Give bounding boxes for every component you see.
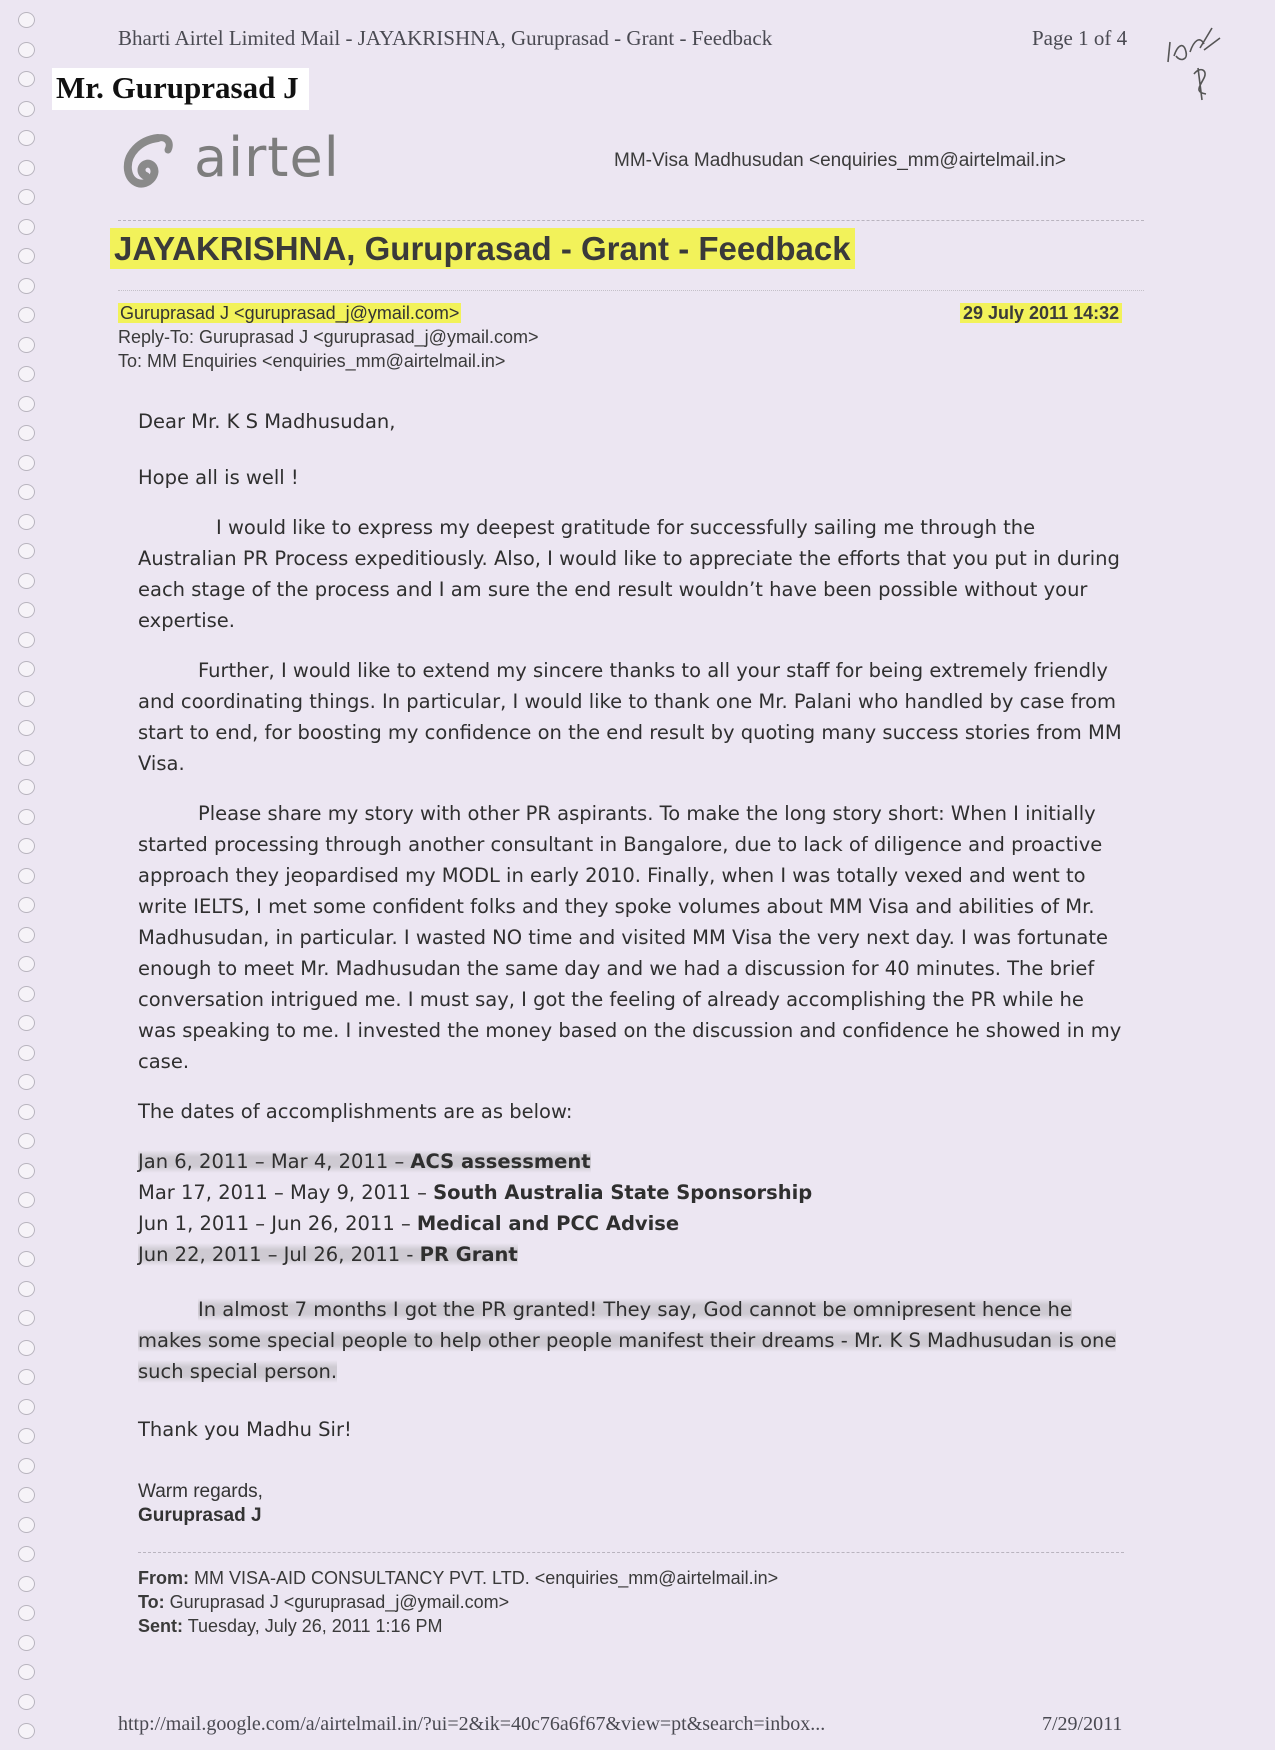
binder-hole	[18, 189, 35, 205]
binder-hole	[18, 573, 35, 589]
paragraph-3: Please share my story with other PR aspirants. To make the long story short: When I initially started processing through another consultant in Bangalore, due to lack of diligence and proactive approach they jeopardised my MODL in early 2010. Finally, when I was totally vexed and went to write IELTS, I met some confident folks and they spoke volumes about MM Visa and abilities of Mr. Madhusudan, in particular. I wasted NO time and visited MM Visa the very next day. I was fortunate enough to meet Mr. Madhusudan the same day and we had a discussion for 40 minutes. The brief conversation intrigued me. I must say, I got the feeling of already accomplishing the PR while he was speaking to me. I invested the money based on the discussion and confidence he showed in my case.	[138, 802, 1122, 1073]
subject-divider	[118, 290, 1144, 291]
binder-hole	[18, 1635, 35, 1651]
binder-hole	[18, 1163, 35, 1179]
quoted-sent	[138, 1615, 443, 1638]
binder-hole	[18, 1251, 35, 1267]
binder-hole	[18, 1310, 35, 1326]
header-divider	[118, 220, 1144, 221]
binder-hole	[18, 1517, 35, 1533]
milestone-range: Jun 22, 2011 – Jul 26, 2011 -	[138, 1243, 420, 1266]
binder-hole	[18, 337, 35, 353]
binder-hole	[18, 543, 35, 559]
email-reply-to: Reply-To: Guruprasad J <guruprasad_j@ymail.com>	[118, 327, 539, 347]
milestone-range: Mar 17, 2011 – May 9, 2011 –	[138, 1181, 434, 1204]
airtel-swirl-icon	[118, 130, 182, 194]
email-from	[118, 302, 461, 325]
binder-holes	[18, 0, 38, 1750]
binder-hole	[18, 720, 35, 736]
binder-hole	[18, 1133, 35, 1149]
binder-hole	[18, 986, 35, 1002]
binder-hole	[18, 1281, 35, 1297]
binder-hole	[18, 1605, 35, 1621]
binder-hole	[18, 1104, 35, 1120]
footer-date: 7/29/2011	[1042, 1713, 1123, 1735]
binder-hole	[18, 838, 35, 854]
binder-hole	[18, 1192, 35, 1208]
quoted-sent-label: Sent:	[138, 1616, 183, 1636]
binder-hole	[18, 1576, 35, 1592]
page-number: Page 1 of 4	[1032, 26, 1128, 50]
milestone-item	[138, 1208, 1128, 1239]
binder-hole	[18, 1664, 35, 1680]
binder-hole	[18, 248, 35, 264]
name-label: Mr. Guruprasad J	[52, 68, 309, 110]
paragraph-1: I would like to express my deepest gratitude for successfully sailing me through the Australian PR Process expeditiously. Also, I would like to appreciate the efforts that you put in during each stage of the process and I am sure the end result wouldn’t have been possible without your expertise.	[138, 516, 1120, 632]
binder-hole	[18, 12, 35, 28]
milestone-range: Jan 6, 2011 – Mar 4, 2011 –	[138, 1150, 411, 1173]
email-subject	[110, 230, 855, 268]
binder-hole	[18, 1369, 35, 1385]
binder-hole	[18, 1045, 35, 1061]
binder-hole	[18, 897, 35, 913]
handwritten-note	[1160, 22, 1230, 102]
binder-hole	[18, 809, 35, 825]
binder-hole	[18, 130, 35, 146]
milestone-item	[138, 1146, 1128, 1177]
binder-hole	[18, 661, 35, 677]
milestone-list	[138, 1146, 1128, 1270]
binder-hole	[18, 691, 35, 707]
binder-hole	[18, 632, 35, 648]
binder-hole	[18, 71, 35, 87]
binder-hole	[18, 278, 35, 294]
airtel-logo	[118, 128, 358, 198]
quoted-from-value: MM VISA-AID CONSULTANCY PVT. LTD. <enquiries_mm@airtelmail.in>	[194, 1568, 779, 1588]
handwritten-note-scribble	[1160, 22, 1230, 102]
milestone-title: ACS assessment	[410, 1150, 591, 1173]
binder-hole	[18, 307, 35, 323]
email-from-text: Guruprasad J <guruprasad_j@ymail.com>	[120, 303, 460, 323]
salutation: Dear Mr. K S Madhusudan,	[138, 410, 396, 433]
binder-hole	[18, 602, 35, 618]
binder-hole	[18, 219, 35, 235]
binder-hole	[18, 1487, 35, 1503]
paragraph-4	[138, 1294, 1128, 1387]
binder-hole	[18, 1222, 35, 1238]
quoted-to	[138, 1591, 509, 1614]
closing: Warm regards,	[138, 1481, 263, 1502]
binder-hole	[18, 927, 35, 943]
email-date	[960, 302, 1122, 325]
binder-hole	[18, 425, 35, 441]
footer-url: http://mail.google.com/a/airtelmail.in/?ui=2&ik=40c76a6f67&view=pt&search=inbox...	[118, 1713, 826, 1735]
quote-divider	[138, 1552, 1124, 1553]
binder-hole	[18, 1015, 35, 1031]
email-to: To: MM Enquiries <enquiries_mm@airtelmail.in>	[118, 351, 506, 371]
binder-hole	[18, 42, 35, 58]
quoted-to-value: Guruprasad J <guruprasad_j@ymail.com>	[169, 1592, 510, 1612]
email-date-text: 29 July 2011 14:32	[960, 303, 1122, 323]
thanks-line: Thank you Madhu Sir!	[138, 1418, 352, 1441]
binder-hole	[18, 750, 35, 766]
print-header-title: Bharti Airtel Limited Mail - JAYAKRISHNA, Guruprasad - Grant - Feedback	[118, 26, 773, 50]
binder-hole	[18, 366, 35, 382]
binder-hole	[18, 160, 35, 176]
milestone-item	[138, 1239, 1128, 1270]
quoted-to-label: To:	[138, 1592, 165, 1612]
quoted-from	[138, 1567, 778, 1590]
binder-hole	[18, 1546, 35, 1562]
account-address: MM-Visa Madhusudan <enquiries_mm@airtelmail.in>	[614, 150, 1066, 171]
binder-hole	[18, 455, 35, 471]
binder-hole	[18, 779, 35, 795]
binder-hole	[18, 1074, 35, 1090]
sign-off	[138, 1480, 263, 1528]
milestone-title: Medical and PCC Advise	[416, 1212, 680, 1235]
binder-hole	[18, 956, 35, 972]
binder-hole	[18, 1723, 35, 1739]
milestone-item	[138, 1177, 1128, 1208]
binder-hole	[18, 1340, 35, 1356]
paragraph-4-text: In almost 7 months I got the PR granted! They say, God cannot be omnipresent hence he makes some special people to help other people manifest their dreams - Mr. K S Madhusudan is one such special person.	[138, 1298, 1117, 1383]
email-subject-text: JAYAKRISHNA, Guruprasad - Grant - Feedback	[110, 228, 855, 269]
signature: Guruprasad J	[138, 1505, 262, 1526]
binder-hole	[18, 101, 35, 117]
binder-hole	[18, 514, 35, 530]
binder-hole	[18, 1694, 35, 1710]
paragraph-2: Further, I would like to extend my sincere thanks to all your staff for being extremely friendly and coordinating things. In particular, I would like to thank one Mr. Palani who handled by case from start to end, for boosting my confidence on the end result by quoting many success stories from MM Visa.	[138, 659, 1122, 775]
dates-intro: The dates of accomplishments are as below:	[138, 1100, 573, 1123]
binder-hole	[18, 396, 35, 412]
milestone-title: South Australia State Sponsorship	[433, 1181, 813, 1204]
quoted-sent-value: Tuesday, July 26, 2011 1:16 PM	[187, 1616, 443, 1636]
binder-hole	[18, 1458, 35, 1474]
binder-hole	[18, 1428, 35, 1444]
binder-hole	[18, 868, 35, 884]
milestone-range: Jun 1, 2011 – Jun 26, 2011 –	[138, 1212, 417, 1235]
airtel-logo-text: airtel	[194, 126, 340, 189]
greeting: Hope all is well !	[138, 466, 299, 489]
binder-hole	[18, 484, 35, 500]
letter-body	[138, 406, 1128, 1445]
quoted-from-label: From:	[138, 1568, 189, 1588]
binder-hole	[18, 1399, 35, 1415]
milestone-title: PR Grant	[419, 1243, 518, 1266]
